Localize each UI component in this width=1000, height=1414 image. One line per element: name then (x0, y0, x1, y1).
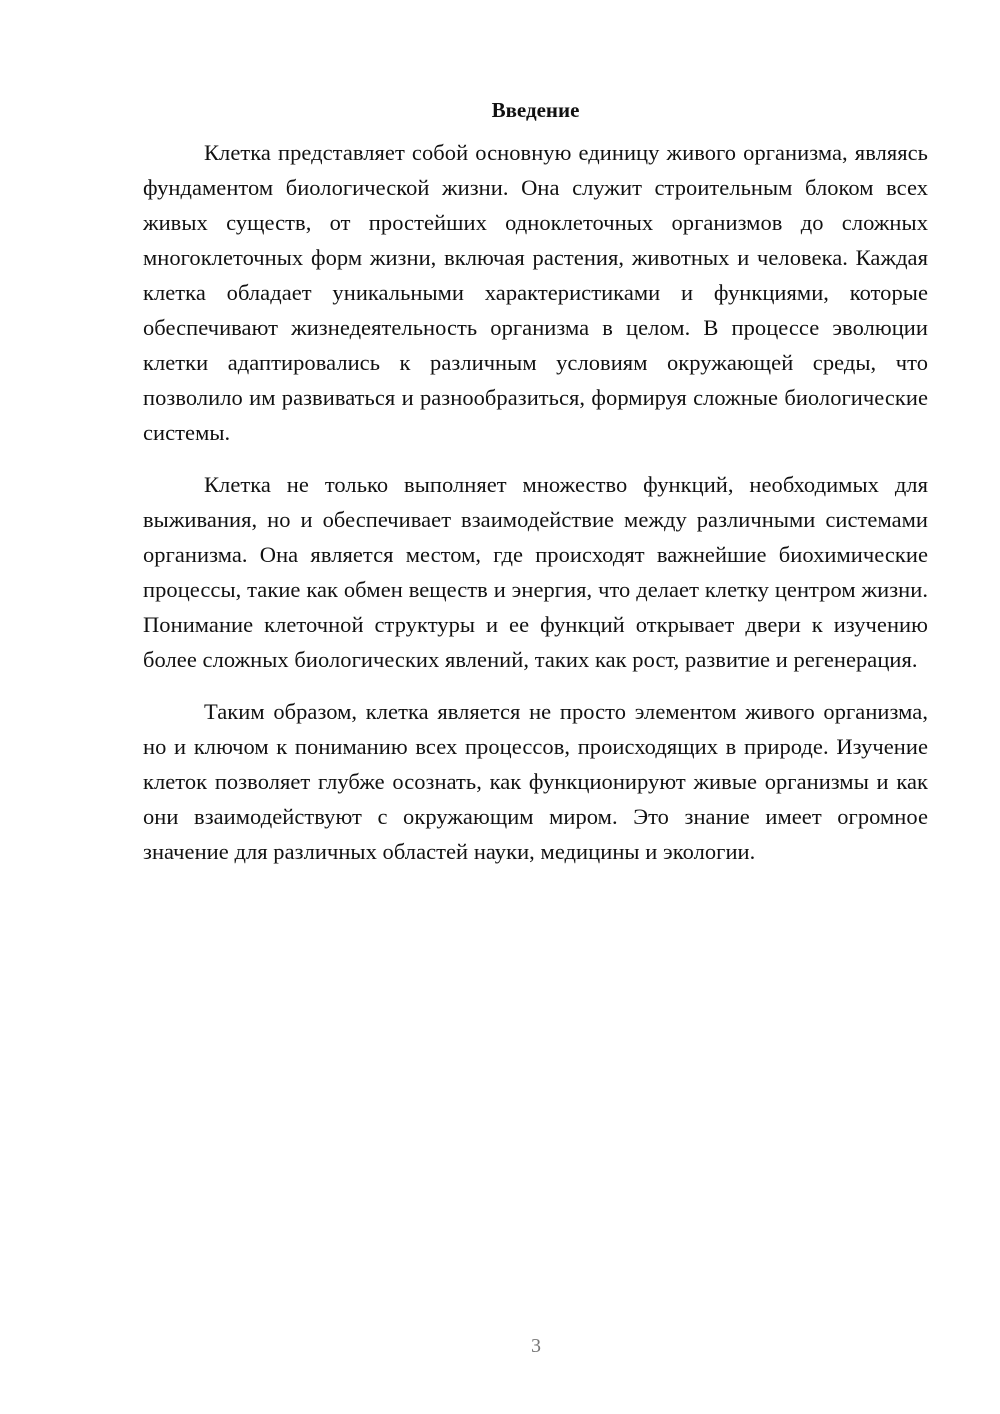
paragraph-1: Клетка представляет собой основную единицу живого организма, являясь фундаментом биологической жизни. Она служит строительным блоком всех живых существ, от простейших одноклеточных организмов до сложных многоклеточных форм жизни, включая растения, животных и человека. Каждая клетка обладает уникальными характеристиками и функциями, которые обеспечивают жизнедеятельность организма в целом. В процессе эволюции клетки адаптировались к различным условиям окружающей среды, что позволило им развиваться и разнообразиться, формируя сложные биологические системы. (143, 140, 928, 445)
section-heading: Введение (491, 98, 580, 122)
page-number: 3 (531, 1335, 541, 1357)
paragraph-2: Клетка не только выполняет множество функций, необходимых для выживания, но и обеспечивает взаимодействие между различными системами организма. Она является местом, где происходят важнейшие биохимические процессы, такие как обмен веществ и энергия, что делает клетку центром жизни. Понимание клеточной структуры и ее функций открывает двери к изучению более сложных биологических явлений, таких как рост, развитие и регенерация. (143, 472, 928, 672)
paragraph-3: Таким образом, клетка является не просто элементом живого организма, но и ключом к пониманию всех процессов, происходящих в природе. Изучение клеток позволяет глубже осознать, как функционируют живые организмы и как они взаимодействуют с окружающим миром. Это знание имеет огромное значение для различных областей науки, медицины и экологии. (143, 699, 928, 864)
document-page (143, 95, 928, 869)
